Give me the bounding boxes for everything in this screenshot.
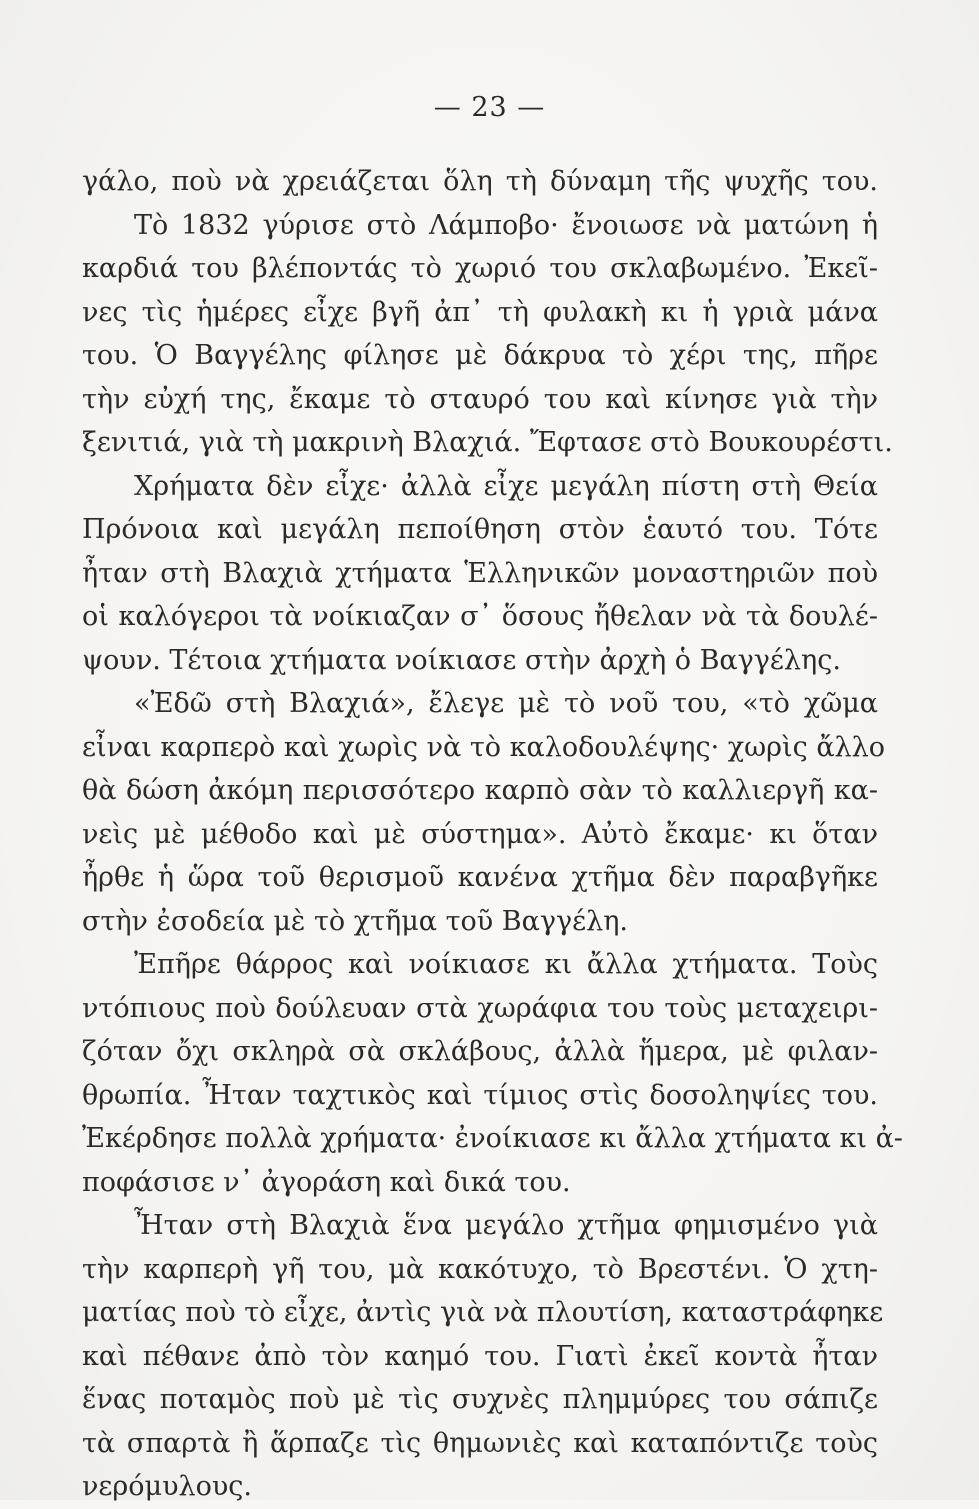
text-line: ἕνας ποταμὸς ποὺ μὲ τὶς συχνὲς πλημμύρες του σάπιζε (82, 1384, 878, 1415)
text-line: νερόμυλους. (82, 1471, 252, 1502)
text-line: ἦρθε ἡ ὥρα τοῦ θερισμοῦ κανένα χτῆμα δὲν παραβγῆκε (82, 862, 878, 893)
text-line: θρωπία. Ἦταν ταχτικὸς καὶ τίμιος στὶς δοσοληψίες του. (82, 1079, 878, 1111)
text-line: οἱ καλόγεροι τὰ νοίκιαζαν σ᾽ ὅσους ἤθελαν νὰ τὰ δουλέ- (82, 601, 878, 632)
text-line: τὴν καρπερὴ γῆ του, μὰ κακότυχο, τὸ Βρεστένι. Ὁ χτη- (82, 1253, 878, 1285)
text-line: γάλο, ποὺ νὰ χρειάζεται ὅλη τὴ δύναμη τῆς ψυχῆς του. (82, 166, 878, 197)
text-line: Ἐπῆρε θάρρος καὶ νοίκιασε κι ἄλλα χτήματα. Τοὺς (134, 949, 878, 980)
text-line: στὴν ἐσοδεία μὲ τὸ χτῆμα τοῦ Βαγγέλη. (82, 905, 628, 937)
text-line: ντόπιους ποὺ δούλευαν στὰ χωράφια του τοὺς μεταχειρι- (82, 992, 878, 1024)
text-line: «Ἐδῶ στὴ Βλαχιά», ἔλεγε μὲ τὸ νοῦ του, «τὸ χῶμα (134, 688, 878, 719)
text-line: εἶναι καρπερὸ καὶ χωρὶς νὰ τὸ καλοδουλέψης· χωρὶς ἄλλο (82, 731, 886, 763)
text-line: ξενιτιά, γιὰ τὴ μακρινὴ Βλαχιά. Ἔφτασε στὸ Βουκουρέστι. (82, 427, 893, 458)
page-text-body (82, 160, 903, 1509)
text-line: ποφάσισε ν᾽ ἀγοράση καὶ δικά του. (82, 1166, 571, 1198)
text-line: καὶ πέθανε ἀπὸ τὸν καημό του. Γιατὶ ἐκεῖ κοντὰ ἦταν (82, 1340, 878, 1372)
text-line: ἦταν στὴ Βλαχιὰ χτήματα Ἑλληνικῶν μοναστηριῶν ποὺ (82, 557, 878, 589)
text-line: τὴν εὐχή της, ἔκαμε τὸ σταυρό του καὶ κίνησε γιὰ τὴν (82, 383, 878, 415)
text-line: ματίας ποὺ τὸ εἶχε, ἀντὶς γιὰ νὰ πλουτίση, καταστράφηκε (82, 1297, 884, 1328)
text-line: Πρόνοια καὶ μεγάλη πεποίθηση στὸν ἑαυτό του. Τότε (82, 514, 878, 545)
text-line: Ἦταν στὴ Βλαχιὰ ἕνα μεγάλο χτῆμα φημισμένο γιὰ (134, 1210, 878, 1241)
page-number: — 23 — (433, 92, 546, 123)
text-line: Τὸ 1832 γύρισε στὸ Λάμποβο· ἔνοιωσε νὰ ματώνη ἡ (134, 209, 878, 241)
text-line: τὰ σπαρτὰ ἢ ἅρπαζε τὶς θημωνιὲς καὶ καταπόντιζε τοὺς (82, 1427, 878, 1459)
text-line: Ἐκέρδησε πολλὰ χρήματα· ἐνοίκιασε κι ἄλλα χτήματα κι ἀ- (82, 1123, 903, 1154)
text-line: Χρήματα δὲν εἶχε· ἀλλὰ εἶχε μεγάλη πίστη στὴ Θεία (134, 470, 878, 502)
text-line: νεὶς μὲ μέθοδο καὶ μὲ σύστημα». Αὐτὸ ἔκαμε· κι ὅταν (82, 818, 878, 850)
text-line: ψουν. Τέτοια χτήματα νοίκιασε στὴν ἀρχὴ ὁ Βαγγέλης. (82, 644, 841, 676)
text-line: ζόταν ὄχι σκληρὰ σὰ σκλάβους, ἀλλὰ ἥμερα, μὲ φιλαν- (82, 1036, 878, 1067)
text-line: θὰ δώση ἀκόμη περισσότερο καρπὸ σὰν τὸ καλλιεργῆ κα- (82, 775, 878, 806)
text-line: καρδιά του βλέποντάς τὸ χωριό του σκλαβωμένο. Ἐκεῖ- (82, 253, 878, 284)
text-line: νες τὶς ἡμέρες εἶχε βγῆ ἀπ᾽ τὴ φυλακὴ κι ἡ γριὰ μάνα (82, 296, 878, 328)
text-line: του. Ὁ Βαγγέλης φίλησε μὲ δάκρυα τὸ χέρι της, πῆρε (82, 340, 878, 371)
